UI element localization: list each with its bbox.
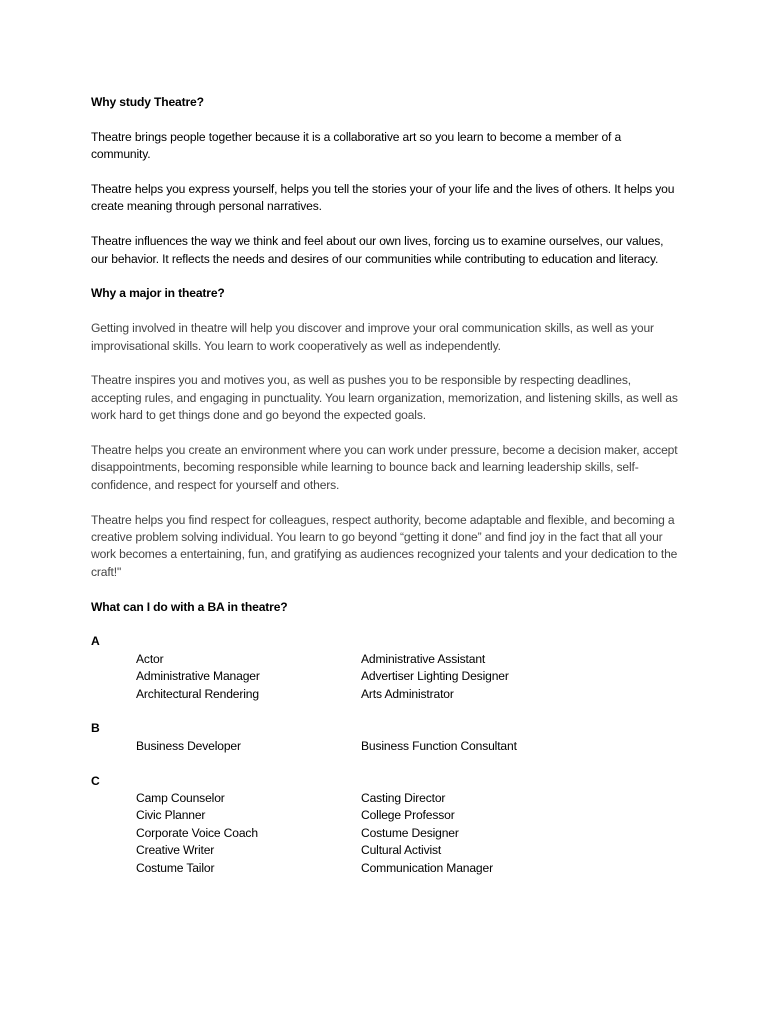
job-item: Camp Counselor <box>136 791 225 806</box>
job-item: Advertiser Lighting Designer <box>361 669 509 684</box>
job-item: Communication Manager <box>361 860 493 875</box>
paragraph-influences: Theatre influences the way we think and feel about our own lives, forcing us to examine ourselves, our values, our behavior. It reflects the needs and desires of our communities while contributing to education and literacy. <box>91 234 664 266</box>
paragraph-inspires: Theatre inspires you and motives you, as well as pushes you to be responsible by respecting deadlines, accepting rules, and engaging in punctuality. You learn organization, memorization, and listening skills, as well as work hard to get things done and go beyond the expected goals. <box>91 373 678 423</box>
job-item: Civic Planner <box>136 808 206 823</box>
section-letter: B <box>91 721 100 736</box>
paragraph-respect: Theatre helps you find respect for colleagues, respect authority, become adaptable and flexible, and becoming a creative problem solving individual. You learn to go beyond “getting it done” and find joy in the fact that all your work becomes a entertaining, fun, and gratifying as audiences recognized your talents and your dedication to the craft!" <box>91 512 678 579</box>
job-item: Arts Administrator <box>361 686 454 701</box>
job-item: Administrative Assistant <box>361 651 486 666</box>
job-list <box>136 738 678 755</box>
section-letter: A <box>91 634 100 649</box>
job-item: Corporate Voice Coach <box>136 825 258 840</box>
paragraph-express-yourself: Theatre helps you express yourself, helps you tell the stories your of your life and the lives of others. It helps you create meaning through personal narratives. <box>91 182 675 214</box>
heading-why-study-theatre: Why study Theatre? <box>91 95 204 109</box>
paragraph-getting-involved: Getting involved in theatre will help you discover and improve your oral communication skills, as well as your improvisational skills. You learn to work cooperatively as well as independently. <box>91 321 654 353</box>
job-item: Costume Tailor <box>136 860 215 875</box>
job-item: Administrative Manager <box>136 669 260 684</box>
section-b <box>91 720 678 755</box>
section-a <box>91 633 678 703</box>
job-item: Business Function Consultant <box>361 738 517 753</box>
job-item: Cultural Activist <box>361 843 442 858</box>
paragraph-environment: Theatre helps you create an environment where you can work under pressure, become a decision maker, accept disappointments, becoming responsible while learning to bounce back and learning leadership skills, self-confidence, and respect for yourself and others. <box>91 443 678 492</box>
section-letter: C <box>91 773 100 788</box>
section-c <box>91 773 678 877</box>
job-list <box>136 790 678 877</box>
job-item: Actor <box>136 651 164 666</box>
heading-why-a-major: Why a major in theatre? <box>91 286 225 301</box>
job-item: Creative Writer <box>136 843 215 858</box>
heading-what-can-i-do: What can I do with a BA in theatre? <box>91 599 288 614</box>
job-item: Casting Director <box>361 791 446 806</box>
paragraph-collaborative-art: Theatre brings people together because it is a collaborative art so you learn to become a member of a community. <box>91 129 622 162</box>
job-item: Costume Designer <box>361 825 459 840</box>
job-item: Architectural Rendering <box>136 686 259 701</box>
job-item: College Professor <box>361 808 455 823</box>
job-item: Business Developer <box>136 738 241 753</box>
job-list <box>136 651 678 703</box>
